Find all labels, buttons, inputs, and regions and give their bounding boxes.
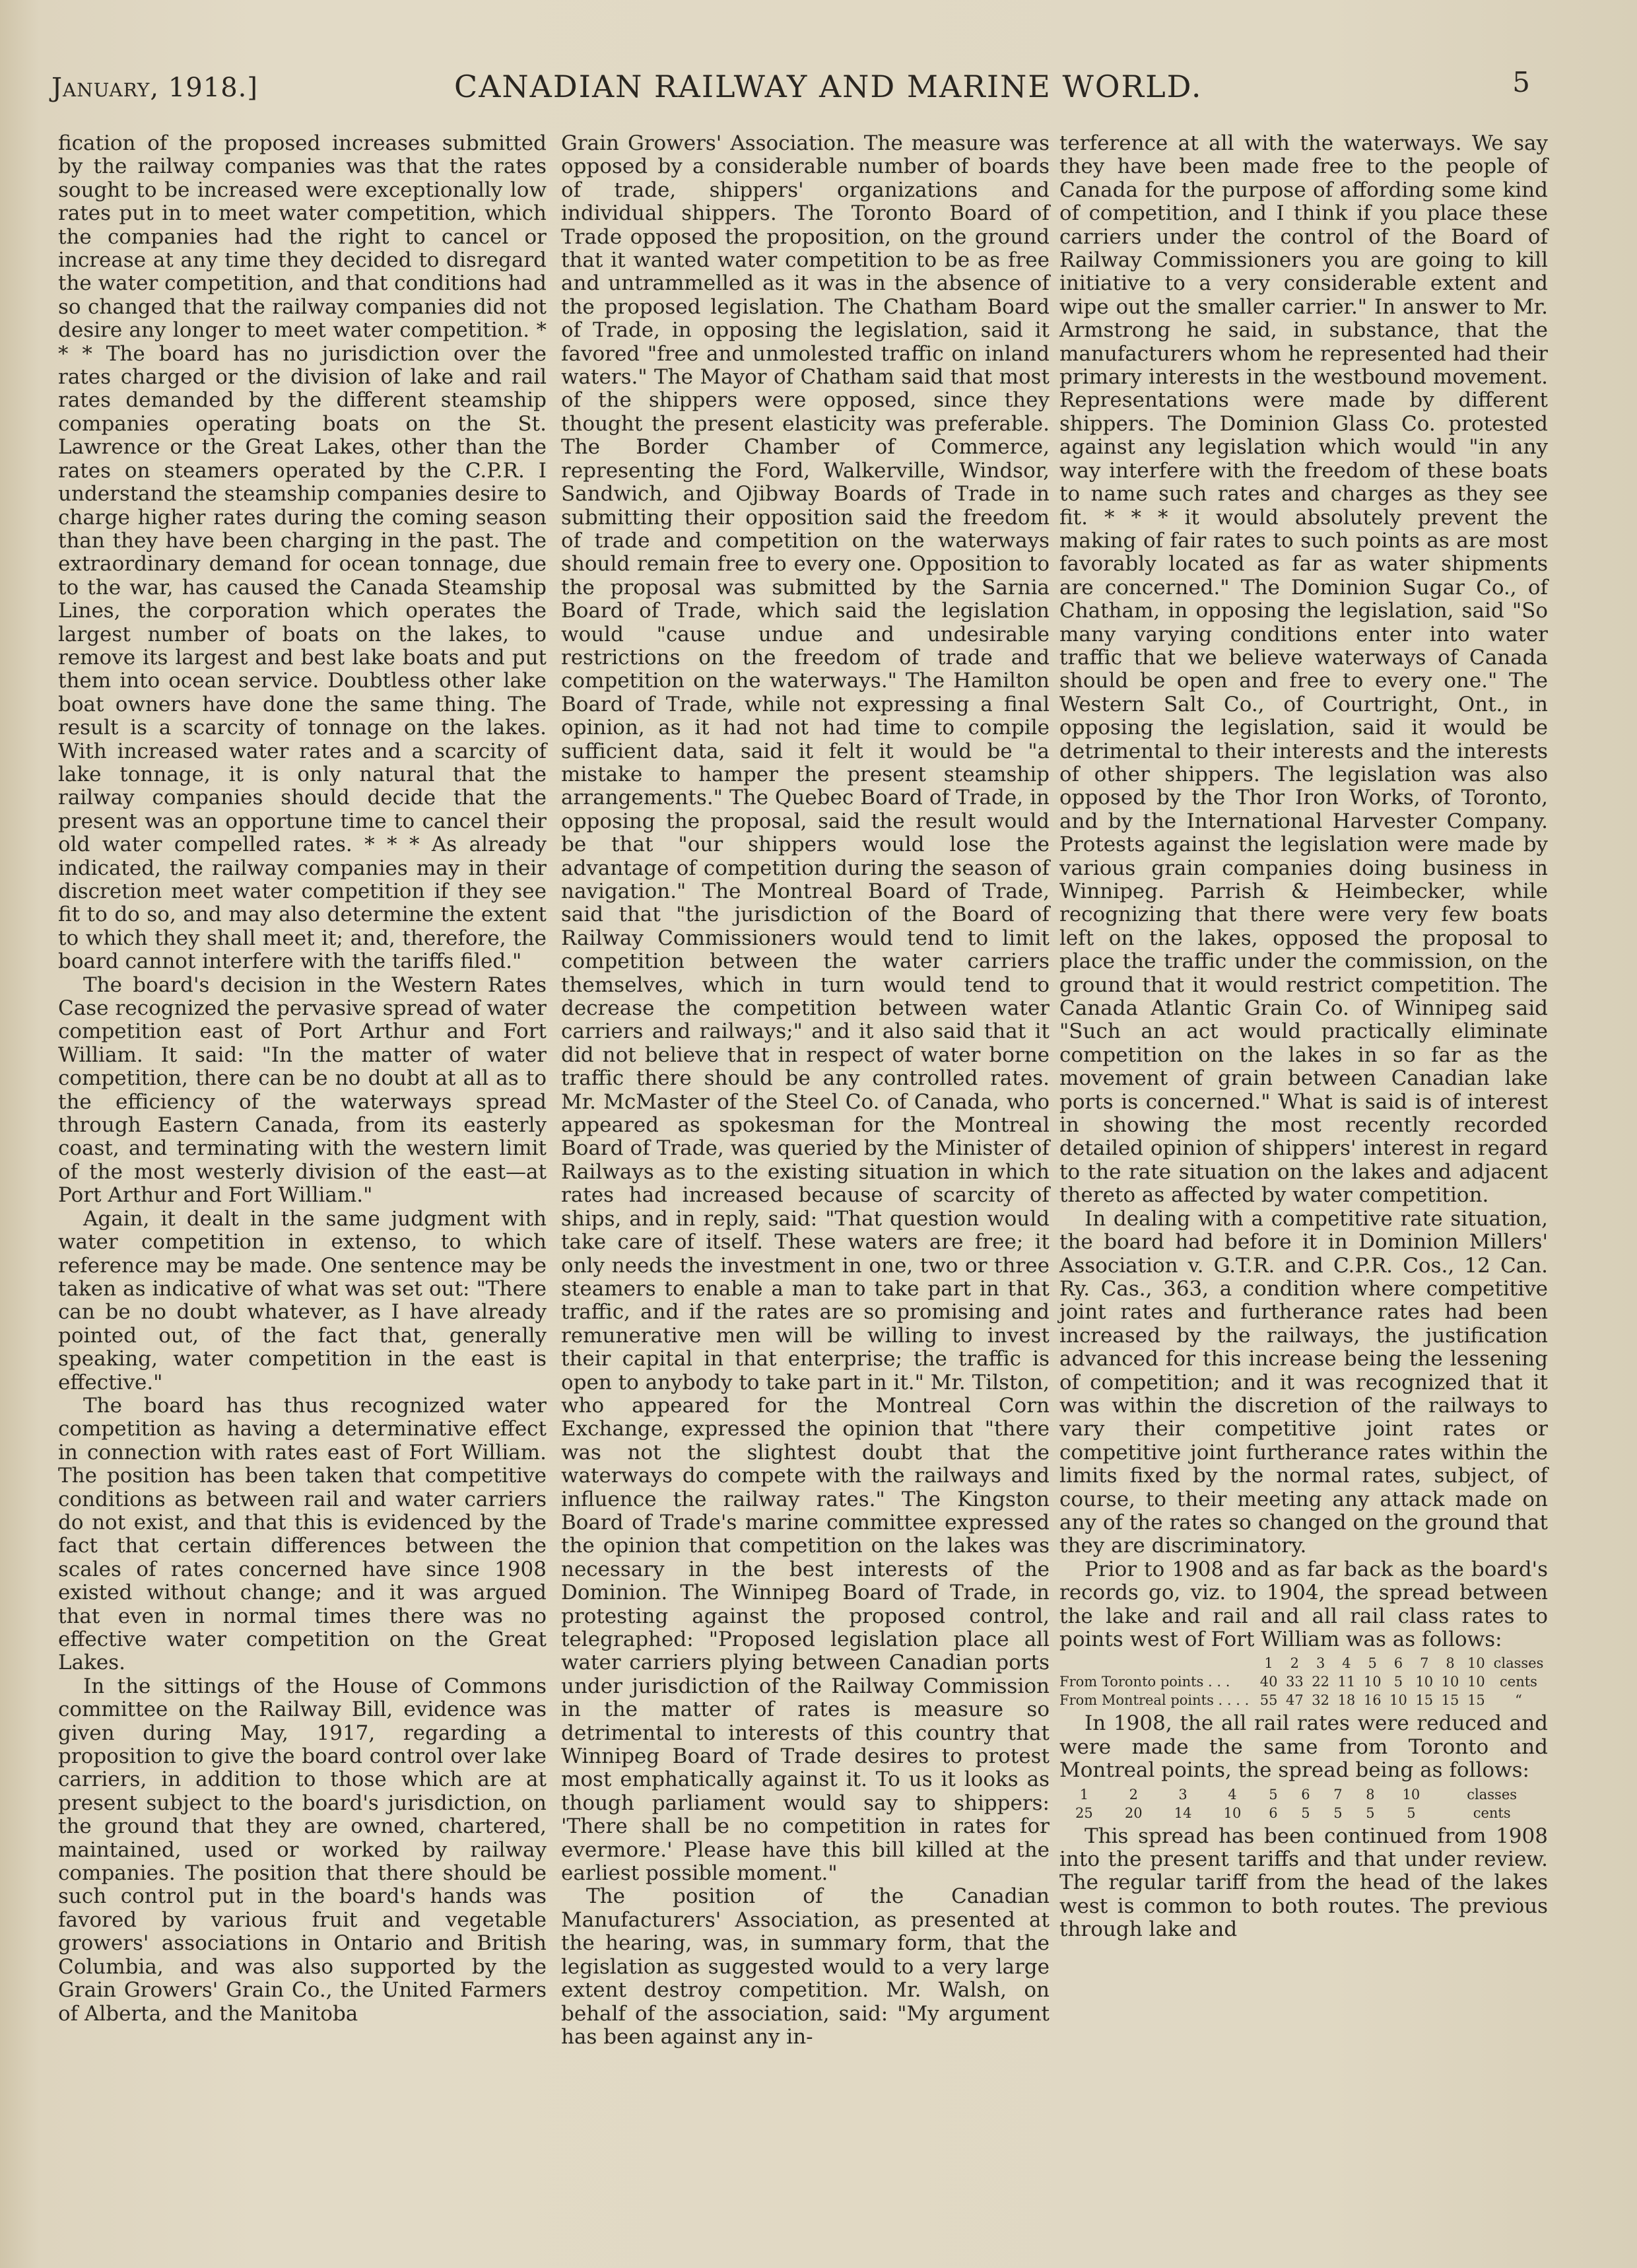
table-cell: 10 [1467,1674,1485,1690]
table-cell: 5 [1407,1804,1416,1821]
table-cell: 20 [1124,1804,1143,1821]
paragraph: In the sittings of the House of Commons committee on the Railway Bill, evidence was given during May, 1917, regarding a proposition to give the board control over lake carriers, in addition to those which are at present subject to the board's jurisdiction, on the ground that they are owned, chartered, maintained, used or worked by railway companies. The position that there should be such control put in the board's hands was favored by various fruit and vegetable growers' associations in Ontario and British Columbia, and was also supported by the Grain Growers' Grain Co., the United Farmers of Alberta, and the Manitoba [58,1674,547,2026]
paragraph: In 1908, the all rail rates were reduced and were made the same from Toronto and Montreal points, the spread being as follows: [1059,1711,1548,1783]
text-column-1 [58,132,547,2026]
table-cell: 15 [1415,1692,1434,1709]
class-number: 5 [1269,1786,1278,1803]
class-number: 8 [1366,1786,1375,1803]
class-number: 5 [1368,1655,1377,1672]
class-number: 10 [1402,1786,1420,1803]
table-cell: 18 [1337,1692,1356,1709]
table-cell: 10 [1363,1674,1382,1690]
paragraph: Prior to 1908 and as far back as the board's records go, viz. to 1904, the spread between the lake and rail and all rail class rates to points west of Fort William was as follows: [1059,1557,1548,1651]
table-row [1059,1672,1548,1691]
text-column-3 [1059,132,1548,1942]
rate-spread-table-1908 [1059,1785,1548,1822]
row-label: From Montreal points . . . . [1059,1692,1250,1709]
table-cell: 5 [1301,1804,1310,1821]
paragraph: Again, it dealt in the same judgment with water competition in extenso, to which reference may be made. One sentence may be taken as indicative of what was set out: "There can be no doubt whatever, as I have already pointed out, of the fact that, generally speaking, water competition in the east is effective." [58,1206,547,1394]
classes-label: classes [1467,1786,1518,1803]
paragraph: The board's decision in the Western Rates Case recognized the pervasive spread of water competition east of Port Arthur and Fort William. It said: "In the matter of water competition, there can be no doubt at all as to the efficiency of the waterways spread through Eastern Canada, from its easterly coast, and terminating with the western limit of the most westerly division of the east—at Port Arthur and Fort William." [58,973,547,1208]
class-number: 3 [1178,1786,1187,1803]
table-cell: 16 [1363,1692,1382,1709]
table-cell: 11 [1337,1674,1356,1690]
table-cell: 22 [1312,1674,1329,1690]
class-number: 6 [1301,1786,1310,1803]
class-number: 2 [1290,1655,1300,1672]
paragraph: Grain Growers' Association. The measure was opposed by a considerable number of boards of trade, shippers' organizations and individual shippers. The Toronto Board of Trade opposed the proposition, on the ground that it wanted water competition to be as free and untrammelled as it was in the absence of the proposed legislation. The Chatham Board of Trade, in opposing the legislation, said it favored "free and unmolested traffic on inland waters." The Mayor of Chatham said that most of the shippers were opposed, since they thought the present elasticity was preferable. The Border Chamber of Commerce, representing the Ford, Walkerville, Windsor, Sandwich, and Ojibway Boards of Trade in submitting their opposition said the freedom of trade and competition on the waterways should remain free to every one. Opposition to the proposal was submitted by the Sarnia Board of Trade, which said the legislation would "cause undue and undesirable restrictions on the freedom of trade and competition on the waterways." The Hamilton Board of Trade, while not expressing a final opinion, as it had not had time to compile sufficient data, said it felt it would be "a mistake to hamper the present steamship arrangements." The Quebec Board of Trade, in opposing the proposal, said the result would be that "our shippers would lose the advantage of competition during the season of navigation." The Montreal Board of Trade, said that "the jurisdiction of the Board of Railway Commissioners would tend to limit competition between the water carriers themselves, which in turn would tend to decrease the competition between water carriers and railways;" and it also said that it did not believe that in respect of water borne traffic there should be any controlled rates. Mr. McMaster of the Steel Co. of Canada, who appeared as spokesman for the Montreal Board of Trade, was queried by the Minister of Railways as to the existing situation in which rates had increased because of scarcity of ships, and in reply, said: "That question would take care of itself. These waters are free; it only needs the investment in one, two or three steamers to enable a man to take part in that traffic, and if the rates are so promising and remunerative men will be willing to invest their capital in that enterprise; the traffic is open to anybody to take part in it." Mr. Tilston, who appeared for the Montreal Corn Exchange, expressed the opinion that "there was not the slightest doubt that the waterways do compete with the railways and influence the railway rates." The Kingston Board of Trade's marine committee expressed the opinion that competition on the lakes was necessary in the best interests of the Dominion. The Winnipeg Board of Trade, in protesting against the proposed control, telegraphed: "Proposed legislation place all water carriers plying between Canadian ports under jurisdiction of the Railway Commission in the matter of rates is measure so detrimental to interests of this country that Winnipeg Board of Trade desires to protest most emphatically against it. To us it looks as though parliament would say to shippers: 'There shall be no competition in rates for evermore.' Please have this bill killed at the earliest possible moment." [561,131,1050,1886]
journal-title: CANADIAN RAILWAY AND MARINE WORLD. [454,69,1203,104]
class-number: 6 [1393,1655,1403,1672]
table-row [1059,1691,1548,1709]
table-cell: 5 [1366,1804,1375,1821]
row-label: From Toronto points . . . [1059,1674,1230,1690]
paragraph: The position of the Canadian Manufacturers' Association, as presented at the hearing, was, in summary form, that the legislation as suggested would to a very large extent destroy competition. Mr. Walsh, on behalf of the association, said: "My argument has been against any in- [561,1884,1050,2049]
class-number: 1 [1264,1655,1273,1672]
class-number: 4 [1342,1655,1351,1672]
unit-label: cents [1500,1674,1537,1690]
paragraph: The board has thus recognized water competition as having a determinative effect in connection with rates east of Fort William. The position has been taken that competitive conditions as between rail and water carriers do not exist, and that this is evidenced by the fact that certain differences between the scales of rates concerned have since 1908 existed without change; and it was argued that even in normal times there was no effective water competition on the Great Lakes. [58,1393,547,1675]
rate-spread-table-1904 [1059,1654,1548,1709]
table-cell: 40 [1259,1674,1278,1690]
class-number: 7 [1420,1655,1429,1672]
paragraph: This spread has been continued from 1908 into the present tariffs and that under review. The regular tariff from the head of the lakes west is common to both routes. The previous through lake and [1059,1824,1548,1942]
text-column-2 [561,132,1050,2049]
page-number: 5 [1512,66,1530,98]
table-cell: 10 [1441,1674,1459,1690]
unit-label: cents [1473,1804,1511,1821]
table-header-row [1059,1654,1548,1672]
class-number: 2 [1129,1786,1138,1803]
class-number: 1 [1079,1786,1089,1803]
table-cell: 15 [1467,1692,1485,1709]
issue-date: January, 1918.] [51,73,258,103]
class-number: 7 [1333,1786,1343,1803]
table-cell: 5 [1393,1674,1403,1690]
table-cell: 32 [1312,1692,1329,1709]
table-cell: 6 [1269,1804,1278,1821]
paragraph: In dealing with a competitive rate situation, the board had before it in Dominion Millers' Association v. G.T.R. and C.P.R. Cos., 12 Can. Ry. Cas., 363, a condition where competitive joint rates and furtherance rates had been increased by the railways, the justification advanced for this increase being the lessening of competition; and it was recognized that it was within the discretion of the railways to vary their competitive joint rates or competitive joint furtherance rates within the limits fixed by the normal rates, subject, of course, to their meeting any attack made on any of the rates so changed on the ground that they are discriminatory. [1059,1206,1548,1558]
paragraph: terference at all with the waterways. We say they have been made free to the people of Canada for the purpose of affording some kind of competition, and I think if you place these carriers under the control of the Board of Railway Commissioners you are going to kill initiative to a very considerable extent and wipe out the smaller carrier." In answer to Mr. Armstrong he said, in substance, that the manufacturers whom he represented had their primary interests in the westbound movement. Representations were made by different shippers. The Dominion Glass Co. protested against any legislation which would "in any way interfere with the freedom of these boats to name such rates and charges as they see fit. * * * it would absolutely prevent the making of fair rates to such points as are most favorably located as far as water shipments are concerned." The Dominion Sugar Co., of Chatham, in opposing the legislation, said "So many varying conditions enter into water traffic that we believe waterways of Canada should be open and free to every one." The Western Salt Co., of Courtright, Ont., in opposing the legislation, said it would be detrimental to their interests and the interests of other shippers. The legislation was also opposed by the Thor Iron Works, of Toronto, and by the International Harvester Company. Protests against the legislation were made by various grain companies doing business in Winnipeg. Parrish & Heimbecker, while recognizing that there were very few boats left on the lakes, opposed the proposal to place the traffic under the commission, on the ground that it would restrict competition. The Canada Atlantic Grain Co. of Winnipeg said "Such an act would practically eliminate competition on the lakes in so far as the movement of grain between Canadian lake ports is concerned." What is said is of interest in showing the most recently recorded detailed opinion of shippers' interest in regard to the rate situation on the lakes and adjacent thereto as affected by water competition. [1059,131,1548,1208]
table-cell: 25 [1075,1804,1093,1821]
table-cell: 5 [1333,1804,1343,1821]
table-cell: 33 [1285,1674,1304,1690]
paragraph: fication of the proposed increases submitted by the railway companies was that the rates sought to be increased were exceptionally low rates put in to meet water competition, which the companies had the right to cancel or increase at any time they decided to disregard the water competition, and that conditions had so changed that the railway companies did not desire any longer to meet water competition. * * * The board has no jurisdiction over the rates charged or the division of lake and rail rates demanded by the different steamship companies operating boats on the St. Lawrence or the Great Lakes, other than the rates on steamers operated by the C.P.R. I understand the steamship companies desire to charge higher rates during the coming season than they have been charging in the past. The extraordinary demand for ocean tonnage, due to the war, has caused the Canada Steamship Lines, the corporation which operates the largest number of boats on the lakes, to remove its largest and best lake boats and put them into ocean service. Doubtless other lake boat owners have done the same thing. The result is a scarcity of tonnage on the lakes. With increased water rates and a scarcity of lake tonnage, it is only natural that the railway companies should decide that the present was an opportune time to cancel their old water compelled rates. * * * As already indicated, the railway companies may in their discretion meet water competition if they see fit to do so, and may also determine the extent to which they shall meet it; and, therefore, the board cannot interfere with the tariffs filed." [58,131,547,974]
table-cell: 55 [1259,1692,1278,1709]
classes-label: classes [1493,1655,1544,1672]
table-header-row [1059,1785,1548,1804]
class-number: 8 [1446,1655,1455,1672]
table-cell: 15 [1441,1692,1459,1709]
table-row [1059,1804,1548,1822]
class-number: 4 [1228,1786,1237,1803]
table-cell: 14 [1174,1804,1192,1821]
table-cell: 47 [1285,1692,1304,1709]
class-number: 10 [1467,1655,1485,1672]
class-number: 3 [1316,1655,1325,1672]
page-header [51,65,1530,118]
table-cell: 10 [1389,1692,1407,1709]
table-cell: 10 [1223,1804,1242,1821]
table-cell: 10 [1415,1674,1434,1690]
unit-label: “ [1515,1692,1522,1709]
